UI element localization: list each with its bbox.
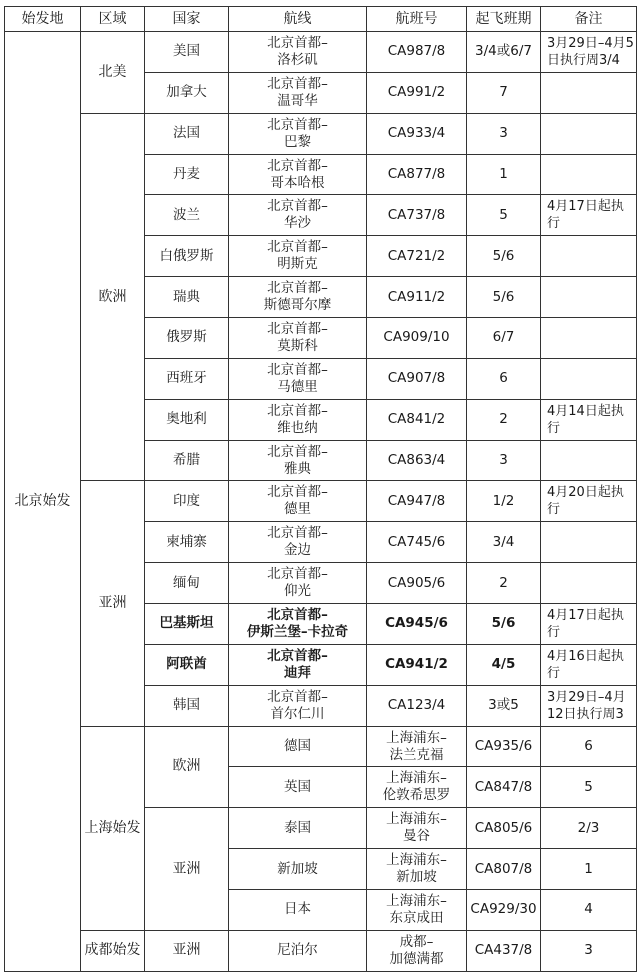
remarks-cell: 4月16日起执行 xyxy=(541,644,637,685)
flight-number-cell: CA947/8 xyxy=(367,481,467,522)
flight-number-cell: CA909/10 xyxy=(367,318,467,359)
departure-days-cell: 2/3 xyxy=(541,808,637,849)
country-cell: 英国 xyxy=(229,767,367,808)
remarks-cell xyxy=(541,113,637,154)
departure-days-cell: 3或5 xyxy=(467,685,541,726)
departure-days-cell: 3 xyxy=(467,113,541,154)
route-line: 新加坡 xyxy=(396,869,437,886)
route-line: 首尔仁川 xyxy=(270,705,325,722)
departure-days-cell: 6 xyxy=(541,726,637,767)
country-cell: 新加坡 xyxy=(229,849,367,890)
flight-number-cell: CA935/6 xyxy=(467,726,541,767)
remarks-cell xyxy=(541,236,637,277)
route-line: 马德里 xyxy=(277,378,318,395)
departure-days-cell: 1 xyxy=(467,154,541,195)
remarks-cell xyxy=(541,563,637,604)
header-row xyxy=(5,7,637,32)
header-departure-days: 起飞班期 xyxy=(467,7,541,32)
flight-number-cell: CA437/8 xyxy=(467,930,541,971)
route-cell xyxy=(229,154,367,195)
country-cell: 柬埔寨 xyxy=(145,522,229,563)
route-cell xyxy=(229,113,367,154)
remarks-cell xyxy=(541,522,637,563)
route-line: 仰光 xyxy=(284,583,311,600)
route-cell xyxy=(229,563,367,604)
country-cell: 丹麦 xyxy=(145,154,229,195)
origin-cell: 上海始发 xyxy=(81,726,145,930)
departure-days-cell: 5/6 xyxy=(467,236,541,277)
flight-number-cell: CA933/4 xyxy=(367,113,467,154)
table-row xyxy=(5,481,637,522)
route-line: 德里 xyxy=(284,501,311,518)
flight-schedule-table xyxy=(4,6,637,972)
route-cell xyxy=(229,236,367,277)
route-line: 北京首都– xyxy=(267,157,328,174)
country-cell: 巴基斯坦 xyxy=(145,604,229,645)
route-cell xyxy=(229,440,367,481)
remarks-cell: 3月29日–4月12日执行周3 xyxy=(541,685,637,726)
route-line: 北京首都– xyxy=(267,320,328,337)
flight-number-cell: CA911/2 xyxy=(367,277,467,318)
route-cell xyxy=(229,399,367,440)
header-country: 国家 xyxy=(145,7,229,32)
flight-number-cell: CA841/2 xyxy=(367,399,467,440)
route-line: 北京首都– xyxy=(267,34,328,51)
origin-cell: 北京始发 xyxy=(5,32,81,972)
route-cell xyxy=(367,726,467,767)
country-cell: 希腊 xyxy=(145,440,229,481)
flight-number-cell: CA941/2 xyxy=(367,644,467,685)
route-line: 维也纳 xyxy=(277,419,318,436)
departure-days-cell: 4/5 xyxy=(467,644,541,685)
flight-number-cell: CA863/4 xyxy=(367,440,467,481)
remarks-cell xyxy=(541,440,637,481)
country-cell: 阿联酋 xyxy=(145,644,229,685)
route-line: 北京首都– xyxy=(267,647,328,664)
remarks-cell: 3月29日–4月5日执行周3/4 xyxy=(541,32,637,73)
route-line: 北京首都– xyxy=(267,361,328,378)
route-line: 伦敦希思罗 xyxy=(382,787,451,804)
route-line: 金边 xyxy=(284,542,311,559)
route-cell xyxy=(229,32,367,73)
remarks-cell: 4月20日起执行 xyxy=(541,481,637,522)
departure-days-cell: 3/4或6/7 xyxy=(467,32,541,73)
route-line: 北京首都– xyxy=(267,484,328,501)
route-line: 北京首都– xyxy=(267,402,328,419)
flight-number-cell: CA991/2 xyxy=(367,72,467,113)
route-cell xyxy=(229,358,367,399)
origin-cell: 成都始发 xyxy=(81,930,145,971)
country-cell: 俄罗斯 xyxy=(145,318,229,359)
flight-number-cell: CA721/2 xyxy=(367,236,467,277)
table-row xyxy=(5,113,637,154)
region-cell: 亚洲 xyxy=(145,808,229,931)
route-line: 加德满都 xyxy=(389,950,444,967)
departure-days-cell: 1 xyxy=(541,849,637,890)
route-line: 北京首都– xyxy=(267,688,328,705)
departure-days-cell: 5/6 xyxy=(467,277,541,318)
route-cell xyxy=(229,604,367,645)
country-cell: 美国 xyxy=(145,32,229,73)
departure-days-cell: 3 xyxy=(467,440,541,481)
route-cell xyxy=(229,481,367,522)
route-line: 洛杉矶 xyxy=(277,51,318,68)
region-cell: 欧洲 xyxy=(145,726,229,808)
route-line: 北京首都– xyxy=(267,280,328,297)
route-cell xyxy=(229,195,367,236)
route-cell xyxy=(229,644,367,685)
route-line: 北京首都– xyxy=(267,443,328,460)
remarks-cell xyxy=(541,318,637,359)
remarks-cell: 4月17日起执行 xyxy=(541,604,637,645)
header-flight-number: 航班号 xyxy=(367,7,467,32)
route-cell xyxy=(229,522,367,563)
table-row xyxy=(5,32,637,73)
remarks-cell xyxy=(541,358,637,399)
country-cell: 韩国 xyxy=(145,685,229,726)
country-cell: 波兰 xyxy=(145,195,229,236)
remarks-cell: 4月14日起执行 xyxy=(541,399,637,440)
route-line: 巴黎 xyxy=(284,133,311,150)
country-cell: 西班牙 xyxy=(145,358,229,399)
flight-number-cell: CA905/6 xyxy=(367,563,467,604)
departure-days-cell: 1/2 xyxy=(467,481,541,522)
flight-number-cell: CA847/8 xyxy=(467,767,541,808)
route-line: 温哥华 xyxy=(277,92,318,109)
country-cell: 瑞典 xyxy=(145,277,229,318)
route-line: 明斯克 xyxy=(277,256,318,273)
table-row xyxy=(5,726,637,767)
departure-days-cell: 3 xyxy=(541,930,637,971)
remarks-cell xyxy=(541,154,637,195)
header-route: 航线 xyxy=(229,7,367,32)
header-region: 区域 xyxy=(81,7,145,32)
flight-number-cell: CA807/8 xyxy=(467,849,541,890)
flight-number-cell: CA737/8 xyxy=(367,195,467,236)
route-cell xyxy=(367,890,467,931)
departure-days-cell: 2 xyxy=(467,563,541,604)
country-cell: 尼泊尔 xyxy=(229,930,367,971)
route-line: 北京首都– xyxy=(267,75,328,92)
route-line: 北京首都– xyxy=(267,566,328,583)
country-cell: 奥地利 xyxy=(145,399,229,440)
route-line: 上海浦东– xyxy=(386,892,447,909)
remarks-cell xyxy=(541,72,637,113)
route-cell xyxy=(367,767,467,808)
country-cell: 印度 xyxy=(145,481,229,522)
route-line: 上海浦东– xyxy=(386,852,447,869)
flight-number-cell: CA907/8 xyxy=(367,358,467,399)
region-cell: 欧洲 xyxy=(81,113,145,481)
route-line: 华沙 xyxy=(284,215,311,232)
route-cell xyxy=(229,685,367,726)
header-remarks: 备注 xyxy=(541,7,637,32)
region-cell: 北美 xyxy=(81,32,145,114)
route-line: 北京首都– xyxy=(267,116,328,133)
departure-days-cell: 4 xyxy=(541,890,637,931)
route-line: 上海浦东– xyxy=(386,811,447,828)
route-cell xyxy=(229,318,367,359)
departure-days-cell: 2 xyxy=(467,399,541,440)
route-line: 斯德哥尔摩 xyxy=(263,297,332,314)
route-cell xyxy=(229,277,367,318)
departure-days-cell: 5 xyxy=(541,767,637,808)
route-line: 曼谷 xyxy=(403,828,430,845)
header-origin: 始发地 xyxy=(5,7,81,32)
route-line: 北京首都– xyxy=(267,606,328,623)
route-line: 上海浦东– xyxy=(386,770,447,787)
departure-days-cell: 3/4 xyxy=(467,522,541,563)
route-line: 成都– xyxy=(399,933,434,950)
flight-number-cell: CA877/8 xyxy=(367,154,467,195)
table-body xyxy=(5,32,637,972)
country-cell: 缅甸 xyxy=(145,563,229,604)
route-cell xyxy=(367,849,467,890)
flight-number-cell: CA745/6 xyxy=(367,522,467,563)
country-cell: 日本 xyxy=(229,890,367,931)
region-cell: 亚洲 xyxy=(81,481,145,726)
country-cell: 加拿大 xyxy=(145,72,229,113)
route-line: 莫斯科 xyxy=(277,337,318,354)
country-cell: 泰国 xyxy=(229,808,367,849)
route-line: 雅典 xyxy=(284,460,311,477)
country-cell: 德国 xyxy=(229,726,367,767)
route-line: 北京首都– xyxy=(267,525,328,542)
region-cell: 亚洲 xyxy=(145,930,229,971)
departure-days-cell: 5 xyxy=(467,195,541,236)
departure-days-cell: 6/7 xyxy=(467,318,541,359)
route-line: 哥本哈根 xyxy=(270,174,325,191)
route-line: 法兰克福 xyxy=(389,746,444,763)
route-line: 上海浦东– xyxy=(386,729,447,746)
route-cell xyxy=(229,72,367,113)
flight-number-cell: CA929/30 xyxy=(467,890,541,931)
route-line: 迪拜 xyxy=(284,664,311,681)
route-line: 北京首都– xyxy=(267,239,328,256)
flight-number-cell: CA123/4 xyxy=(367,685,467,726)
departure-days-cell: 7 xyxy=(467,72,541,113)
remarks-cell xyxy=(541,277,637,318)
table-row xyxy=(5,930,637,971)
flight-number-cell: CA945/6 xyxy=(367,604,467,645)
flight-number-cell: CA987/8 xyxy=(367,32,467,73)
remarks-cell: 4月17日起执行 xyxy=(541,195,637,236)
country-cell: 法国 xyxy=(145,113,229,154)
route-line: 东京成田 xyxy=(389,909,444,926)
flight-number-cell: CA805/6 xyxy=(467,808,541,849)
route-cell xyxy=(367,808,467,849)
route-line: 伊斯兰堡–卡拉奇 xyxy=(246,623,349,640)
departure-days-cell: 6 xyxy=(467,358,541,399)
route-line: 北京首都– xyxy=(267,198,328,215)
route-cell xyxy=(367,930,467,971)
departure-days-cell: 5/6 xyxy=(467,604,541,645)
country-cell: 白俄罗斯 xyxy=(145,236,229,277)
